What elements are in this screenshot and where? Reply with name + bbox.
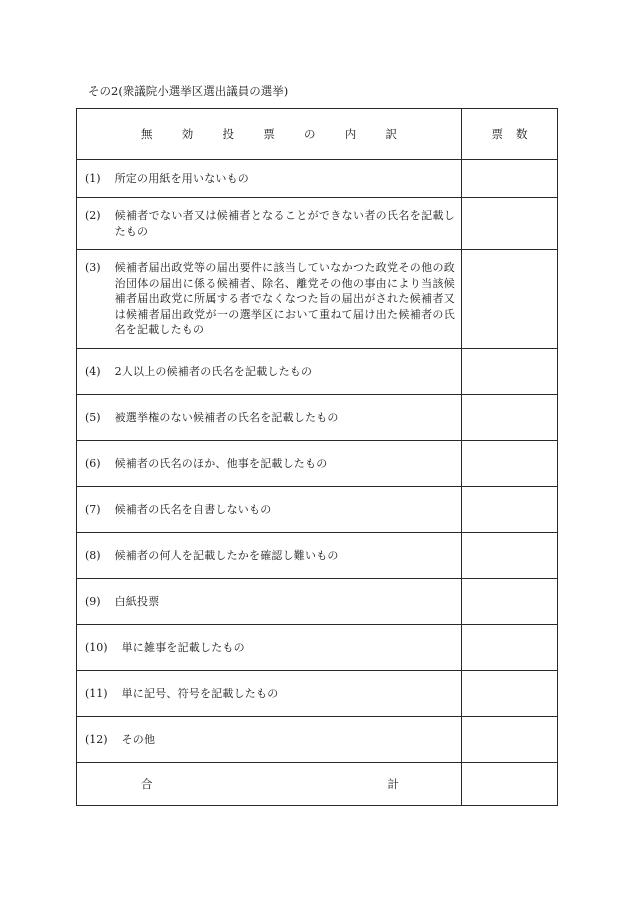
invalid-votes-table	[76, 108, 558, 806]
row-number: (5)	[85, 410, 101, 424]
header-char: 票	[491, 127, 503, 141]
row-description	[77, 487, 462, 533]
table-row	[77, 198, 558, 250]
row-text: その他	[121, 732, 156, 746]
row-text: 候補者でない者又は候補者となることができない者の氏名を記載したもの	[114, 209, 455, 238]
row-count-cell[interactable]	[462, 198, 558, 250]
table-row	[77, 625, 558, 671]
row-number: (12)	[85, 732, 108, 746]
form-caption: その2(衆議院小選挙区選出議員の選挙)	[88, 84, 289, 98]
row-count-cell[interactable]	[462, 717, 558, 763]
table-row	[77, 349, 558, 395]
total-char: 計	[387, 777, 399, 791]
row-description	[77, 579, 462, 625]
row-count-cell[interactable]	[462, 160, 558, 198]
table-row	[77, 441, 558, 487]
row-count-cell[interactable]	[462, 579, 558, 625]
row-text: 候補者の氏名を自書しないもの	[114, 502, 272, 516]
table-row	[77, 671, 558, 717]
row-text: 候補者届出政党等の届出要件に該当していなかつた政党その他の政治団体の届出に係る候補者、除名、離党その他の事由により当該候補者届出政党に所属する者でなくなつた旨の届出がされた候補者又は候補者届出政党が一の選挙区において重ねて届け出た候補者の氏名を記載したもの	[114, 261, 455, 337]
header-char: 内	[344, 127, 357, 141]
total-row	[77, 763, 558, 806]
row-number: (6)	[85, 456, 101, 470]
row-count-cell[interactable]	[462, 395, 558, 441]
row-description	[77, 717, 462, 763]
row-text: 単に記号、符号を記載したもの	[121, 686, 279, 700]
header-breakdown	[77, 109, 462, 160]
header-char: 数	[516, 127, 528, 141]
row-description	[77, 533, 462, 579]
row-description	[77, 395, 462, 441]
table-row	[77, 487, 558, 533]
row-text: 候補者の何人を記載したかを確認し難いもの	[114, 548, 339, 562]
row-description	[77, 441, 462, 487]
header-char: 効	[181, 127, 194, 141]
table-row	[77, 395, 558, 441]
row-description	[77, 349, 462, 395]
row-number: (8)	[85, 548, 101, 562]
row-count-cell[interactable]	[462, 625, 558, 671]
header-char: の	[304, 127, 316, 141]
row-number: (9)	[85, 594, 101, 608]
row-text: 白紙投票	[114, 594, 160, 608]
total-count-cell[interactable]	[462, 763, 558, 806]
row-description	[77, 198, 462, 250]
total-label	[77, 776, 461, 792]
header-char: 訳	[385, 127, 397, 141]
row-text: 候補者の氏名のほか、他事を記載したもの	[114, 456, 328, 470]
header-char: 無	[141, 127, 153, 141]
row-count-cell[interactable]	[462, 533, 558, 579]
row-description	[77, 671, 462, 717]
row-number: (11)	[85, 686, 108, 700]
row-count-cell[interactable]	[462, 487, 558, 533]
table-row	[77, 579, 558, 625]
header-vote-count-label	[492, 126, 528, 142]
table-row	[77, 717, 558, 763]
row-number: (4)	[85, 364, 101, 378]
table-header-row	[77, 109, 558, 160]
row-number: (7)	[85, 502, 101, 516]
row-number: (1)	[85, 171, 101, 185]
row-number: (2)	[85, 209, 101, 222]
row-number: (10)	[85, 640, 108, 654]
table-row	[77, 250, 558, 349]
row-description	[77, 625, 462, 671]
row-description	[77, 250, 462, 349]
table-row	[77, 533, 558, 579]
row-description	[77, 160, 462, 198]
total-label-cell	[77, 763, 462, 806]
row-text: 2人以上の候補者の氏名を記載したもの	[114, 364, 313, 378]
row-text: 単に雑事を記載したもの	[121, 640, 245, 654]
header-char: 票	[263, 127, 275, 141]
row-text: 所定の用紙を用いないもの	[114, 171, 249, 185]
header-char: 投	[222, 127, 234, 141]
table-row	[77, 160, 558, 198]
row-text: 被選挙権のない候補者の氏名を記載したもの	[114, 410, 339, 424]
row-number: (3)	[85, 261, 101, 275]
row-count-cell[interactable]	[462, 349, 558, 395]
row-count-cell[interactable]	[462, 671, 558, 717]
header-vote-count	[462, 109, 558, 160]
row-count-cell[interactable]	[462, 250, 558, 349]
row-count-cell[interactable]	[462, 441, 558, 487]
header-breakdown-label	[141, 126, 397, 142]
total-char: 合	[141, 777, 153, 791]
